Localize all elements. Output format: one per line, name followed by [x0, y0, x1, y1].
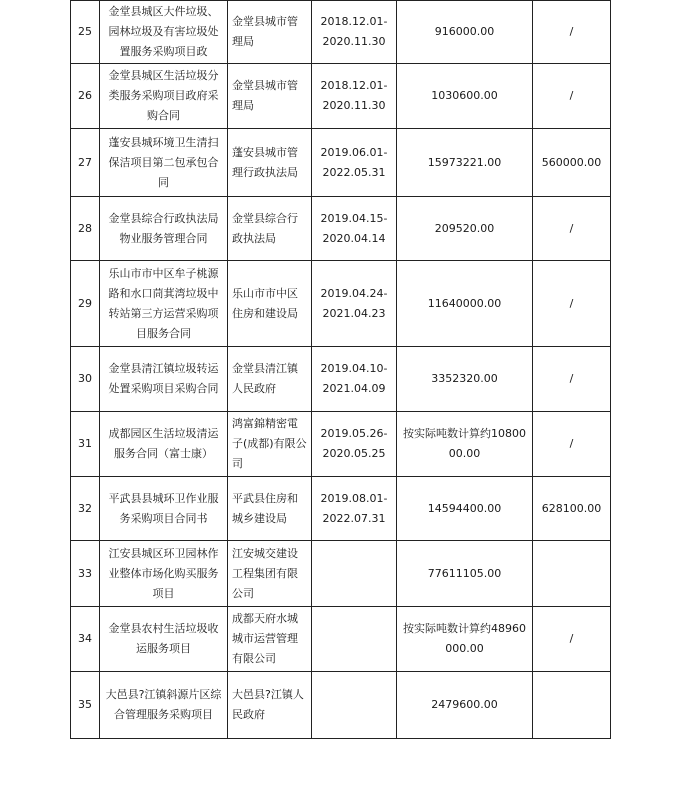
- contract-name: 乐山市市中区牟子桃源路和水口茼萁湾垃圾中转站第三方运营采购项目服务合同: [100, 261, 228, 347]
- extra-amount: /: [533, 607, 611, 672]
- client-org: 蓬安县城市管理行政执法局: [228, 129, 312, 197]
- contract-amount: 按实际吨数计算约48960000.00: [397, 607, 533, 672]
- extra-amount: /: [533, 412, 611, 477]
- contract-amount: 209520.00: [397, 197, 533, 261]
- contract-amount: 按实际吨数计算约1080000.00: [397, 412, 533, 477]
- table-row: [71, 129, 611, 197]
- contract-name: 成都园区生活垃圾清运服务合同（富士康）: [100, 412, 228, 477]
- client-org: 平武县住房和城乡建设局: [228, 477, 312, 541]
- table-row: [71, 541, 611, 607]
- table-row: [71, 197, 611, 261]
- contract-name: 江安县城区环卫园林作业整体市场化购买服务项目: [100, 541, 228, 607]
- row-number: 29: [71, 261, 100, 347]
- extra-amount: /: [533, 1, 611, 64]
- row-number: 31: [71, 412, 100, 477]
- contract-amount: 3352320.00: [397, 347, 533, 412]
- client-org: 金堂县综合行政执法局: [228, 197, 312, 261]
- contract-name: 金堂县农村生活垃圾收运服务项目: [100, 607, 228, 672]
- service-period: 2018.12.01- 2020.11.30: [320, 15, 388, 48]
- table-row: [71, 1, 611, 64]
- extra-amount: 560000.00: [533, 129, 611, 197]
- extra-amount: 628100.00: [533, 477, 611, 541]
- contract-name: 金堂县城区生活垃圾分类服务采购项目政府采购合同: [100, 64, 228, 129]
- contract-amount: 11640000.00: [397, 261, 533, 347]
- table-row: [71, 672, 611, 739]
- table-row: [71, 607, 611, 672]
- row-number: 34: [71, 607, 100, 672]
- extra-amount: [533, 541, 611, 607]
- service-period: 2018.12.01- 2020.11.30: [320, 79, 388, 112]
- contract-name: 平武县县城环卫作业服务采购项目合同书: [100, 477, 228, 541]
- contract-name: 蓬安县城环境卫生清扫保洁项目第二包承包合同: [100, 129, 228, 197]
- row-number: 28: [71, 197, 100, 261]
- extra-amount: /: [533, 64, 611, 129]
- contract-amount: 2479600.00: [397, 672, 533, 739]
- client-org: 大邑县?江镇人民政府: [228, 672, 312, 739]
- client-org: 乐山市市中区住房和建设局: [228, 261, 312, 347]
- client-org: 成都天府水城城市运营管理有限公司: [228, 607, 312, 672]
- row-number: 33: [71, 541, 100, 607]
- service-period: 2019.08.01- 2022.07.31: [320, 491, 388, 525]
- table-row: [71, 347, 611, 412]
- service-period: 2019.04.15- 2020.04.14: [320, 211, 388, 245]
- client-org: 江安城交建设工程集团有限公司: [228, 541, 312, 607]
- extra-amount: /: [533, 261, 611, 347]
- row-number: 26: [71, 64, 100, 129]
- contract-amount: 1030600.00: [397, 64, 533, 129]
- extra-amount: /: [533, 197, 611, 261]
- table-row: [71, 477, 611, 541]
- client-org: 金堂县清江镇人民政府: [228, 347, 312, 412]
- extra-amount: /: [533, 347, 611, 412]
- service-period: 2019.04.10- 2021.04.09: [320, 362, 388, 395]
- row-number: 25: [71, 1, 100, 64]
- client-org: 金堂县城市管理局: [228, 1, 312, 64]
- contract-name: 金堂县城区大件垃圾、园林垃圾及有害垃圾处置服务采购项目政: [100, 1, 228, 64]
- table-row: [71, 64, 611, 129]
- row-number: 35: [71, 672, 100, 739]
- row-number: 27: [71, 129, 100, 197]
- contract-amount: 15973221.00: [397, 129, 533, 197]
- contract-amount: 77611105.00: [397, 541, 533, 607]
- table-row: [71, 412, 611, 477]
- contract-amount: 916000.00: [397, 1, 533, 64]
- row-number: 32: [71, 477, 100, 541]
- extra-amount: [533, 672, 611, 739]
- service-period: 2019.04.24- 2021.04.23: [320, 286, 388, 320]
- service-period: 2019.05.26- 2020.05.25: [320, 427, 388, 460]
- client-org: 金堂县城市管理局: [228, 64, 312, 129]
- service-period: 2019.06.01- 2022.05.31: [320, 145, 388, 179]
- table-row: [71, 261, 611, 347]
- contract-name: 大邑县?江镇斜源片区综合管理服务采购项目: [100, 672, 228, 739]
- contract-amount: 14594400.00: [397, 477, 533, 541]
- row-number: 30: [71, 347, 100, 412]
- contract-name: 金堂县综合行政执法局物业服务管理合同: [100, 197, 228, 261]
- contracts-table: [70, 0, 611, 739]
- client-org: 鸿富錦精密電子(成都)有限公司: [228, 412, 312, 477]
- contract-name: 金堂县清江镇垃圾转运处置采购项目采购合同: [100, 347, 228, 412]
